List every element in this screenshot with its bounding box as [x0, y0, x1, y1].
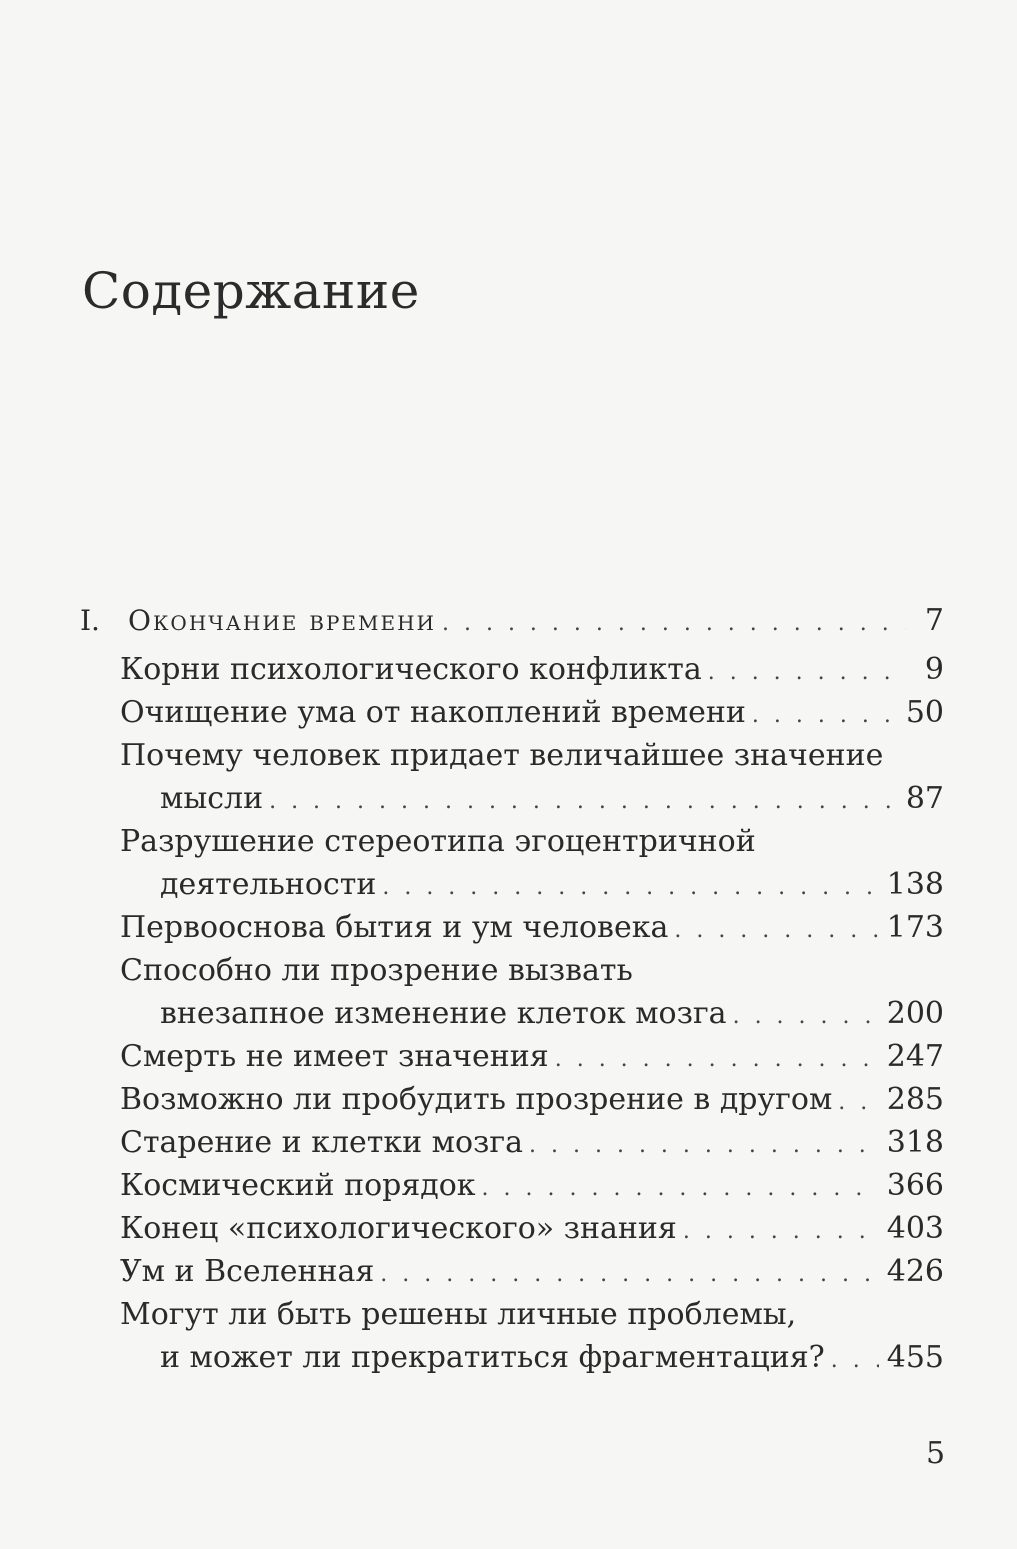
toc-part-row — [80, 598, 944, 648]
toc-entry-continuation: внезапное изменение клеток мозга — [160, 996, 727, 1031]
toc-part-label — [80, 598, 436, 644]
toc-page-number: 173 — [886, 910, 944, 945]
toc-entry — [80, 1035, 944, 1078]
toc-leader-dots — [382, 866, 878, 909]
page-title: Содержание — [82, 262, 420, 320]
toc-entry — [80, 1121, 944, 1164]
page-folio-number: 5 — [926, 1436, 946, 1471]
toc-entry-title: Корни психологического конфликта — [120, 652, 702, 687]
toc-page-number: 9 — [924, 652, 944, 687]
toc-entry-continuation: деятельности — [160, 867, 377, 902]
toc-entry-title: Космический порядок — [120, 1168, 476, 1203]
toc-entry — [80, 992, 944, 1035]
toc-leader-dots — [529, 1124, 879, 1167]
toc-leader-dots — [733, 995, 879, 1038]
toc-entry-title: Разрушение стереотипа эгоцентричной — [120, 824, 756, 859]
toc-leader-dots — [380, 1253, 878, 1296]
toc-entry-title: Конец «психологического» знания — [120, 1211, 677, 1246]
toc-leader-dots — [708, 651, 906, 694]
toc-part-number: I. — [80, 604, 100, 637]
toc-leader-dots — [482, 1167, 879, 1210]
toc-entry — [80, 906, 944, 949]
toc-entry — [80, 1207, 944, 1250]
toc-entry — [80, 1164, 944, 1207]
toc-entry — [80, 1078, 944, 1121]
toc-entry — [80, 777, 944, 820]
toc-leader-dots — [683, 1210, 879, 1253]
toc-entry-title: Смерть не имеет значения — [120, 1039, 549, 1074]
toc-entry — [80, 648, 944, 691]
toc-entry-title: Могут ли быть решены личные проблемы, — [120, 1297, 797, 1332]
toc-page-number: 318 — [886, 1125, 944, 1160]
toc-entry — [80, 1336, 944, 1379]
toc-entry — [80, 691, 944, 734]
toc-entry-title: Старение и клетки мозга — [120, 1125, 524, 1160]
toc-page-number: 285 — [886, 1082, 944, 1117]
toc-page-number: 87 — [905, 781, 944, 816]
toc-page-number: 426 — [886, 1254, 944, 1289]
toc-entry-title: Очищение ума от накоплений времени — [120, 695, 746, 730]
toc-leader-dots — [674, 909, 878, 952]
toc-leader-dots — [442, 601, 906, 647]
toc-entry — [80, 863, 944, 906]
toc-entry-title: Способно ли прозрение вызвать — [120, 953, 633, 988]
toc-leader-dots — [838, 1081, 878, 1124]
toc-entry-continuation: и может ли прекратиться фрагментация? — [160, 1340, 825, 1375]
toc-page-number: 247 — [886, 1039, 944, 1074]
toc-entry — [80, 1250, 944, 1293]
toc-entry-title: Ум и Вселенная — [120, 1254, 375, 1289]
toc-entry-title: Возможно ли пробудить прозрение в другом — [120, 1082, 833, 1117]
toc-page-number: 366 — [886, 1168, 944, 1203]
toc-page-number: 50 — [905, 695, 944, 730]
toc-leader-dots — [831, 1339, 879, 1382]
toc-page-number: 138 — [886, 867, 944, 902]
toc-leader-dots — [555, 1038, 879, 1081]
toc-entry-title: Первооснова бытия и ум человека — [120, 910, 669, 945]
toc-leader-dots — [269, 780, 898, 823]
toc-entry-continuation: мысли — [160, 781, 264, 816]
toc-entry-title: Почему человек придает величайшее значение — [120, 738, 884, 773]
toc-leader-dots — [752, 694, 898, 737]
toc-page-number: 455 — [886, 1340, 944, 1375]
toc-page-number: 7 — [924, 603, 944, 638]
toc-page-number: 403 — [886, 1211, 944, 1246]
toc-part-title: Окончание времени — [128, 604, 436, 637]
toc-page-number: 200 — [886, 996, 944, 1031]
table-of-contents — [80, 598, 944, 1379]
